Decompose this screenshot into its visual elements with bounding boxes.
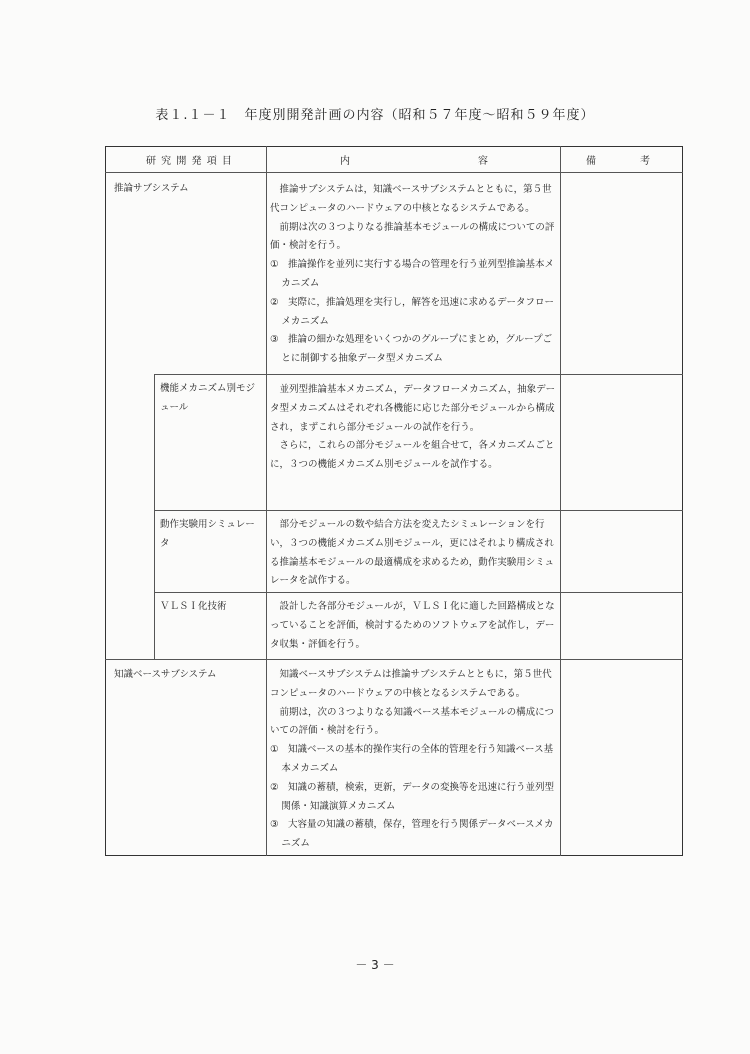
row-divider	[154, 592, 683, 593]
row-content-vlsi	[270, 598, 556, 654]
header-content-1: 内	[340, 156, 350, 167]
content-line: さらに，これらの部分モジュールを組合せて，各メカニズムごとに，３つの機能メカニズム別モジュールを試作する。	[270, 440, 555, 471]
content-line: 前期は，次の３つよりなる知識ベース基本モジュールの構成についての評価・検討を行う。	[270, 706, 554, 737]
content-line: ③ 大容量の知識の蓄積，保存，管理を行う関係データベースメカニズム	[270, 819, 554, 850]
row-content-mechanism-module	[270, 381, 556, 475]
sub-item-divider	[154, 374, 155, 659]
content-line: 部分モジュールの数や結合方法を変えたシミュレーションを行い，３つの機能メカニズム別モジュール，更にはそれより構成される推論基本モジュールの最適構成を求めるため，動作実験用シミュレータを試作する。	[270, 519, 555, 587]
row-label-vlsi: ＶＬＳＩ化技術	[160, 601, 227, 612]
content-line: 並列型推論基本メカニズム，データフローメカニズム，抽象データ型メカニズムはそれぞれ各機能に応じた部分モジュールから構成され，まずこれら部分モジュールの試作を行う。	[270, 384, 556, 433]
row-divider	[105, 659, 683, 660]
row-content-inference	[270, 181, 556, 369]
row-divider	[154, 374, 683, 375]
content-line: 設計した各部分モジュールが，ＶＬＳＩ化に適した回路構成となっていることを評価，検討するためのソフトウェアを試作し，データ収集・評価を行う。	[270, 601, 555, 650]
page-number: － 3 －	[355, 958, 395, 972]
content-line: ② 実際に，推論処理を実行し，解答を迅速に求めるデータフローメカニズム	[270, 296, 555, 327]
content-line: ② 知識の蓄積，検索，更新，データの変換等を迅速に行う並列型関係・知識演算メカニズム	[270, 781, 555, 812]
content-line: 前期は次の３つよりなる推論基本モジュールの構成についての評価・検討を行う。	[270, 221, 555, 252]
content-line: 知識ベースサブシステムは推論サブシステムとともに，第５世代コンピュータのハードウェアの中核となるシステムである。	[270, 669, 552, 699]
col-divider-item	[266, 146, 267, 856]
table-title: 表１.１－１ 年度別開発計画の内容（昭和５７年度～昭和５９年度）	[155, 108, 595, 123]
row-content-simulator	[270, 516, 556, 591]
header-item: 研 究 開 発 項 目	[146, 156, 233, 167]
row-label-mechanism-module: 機能メカニズム別モジュール	[160, 383, 256, 413]
row-divider	[154, 510, 683, 511]
row-label-inference: 推論サブシステム	[114, 183, 189, 194]
row-label-knowledge: 知識ベースサブシステム	[114, 669, 217, 680]
content-line: ① 知識ベースの基本的操作実行の全体的管理を行う知識ベース基本メカニズム	[270, 744, 554, 774]
row-label-simulator: 動作実験用シミュレータ	[160, 519, 255, 549]
content-line: ① 推論操作を並列に実行する場合の管理を行う並列型推論基本メカニズム	[270, 259, 555, 289]
header-content-2: 容	[478, 156, 488, 167]
content-line: ③ 推論の細かな処理をいくつかのグループにまとめ，グループごとに制御する抽象データ型メカニズム	[270, 334, 553, 365]
content-line: 推論サブシステムは，知識ベースサブシステムとともに，第５世代コンピュータのハードウェアの中核となるシステムである。	[270, 184, 552, 214]
header-notes-2: 考	[640, 156, 650, 167]
col-divider-notes	[560, 146, 561, 856]
header-row-divider	[105, 172, 683, 173]
header-notes-1: 備	[586, 156, 596, 167]
row-content-knowledge	[270, 666, 556, 854]
